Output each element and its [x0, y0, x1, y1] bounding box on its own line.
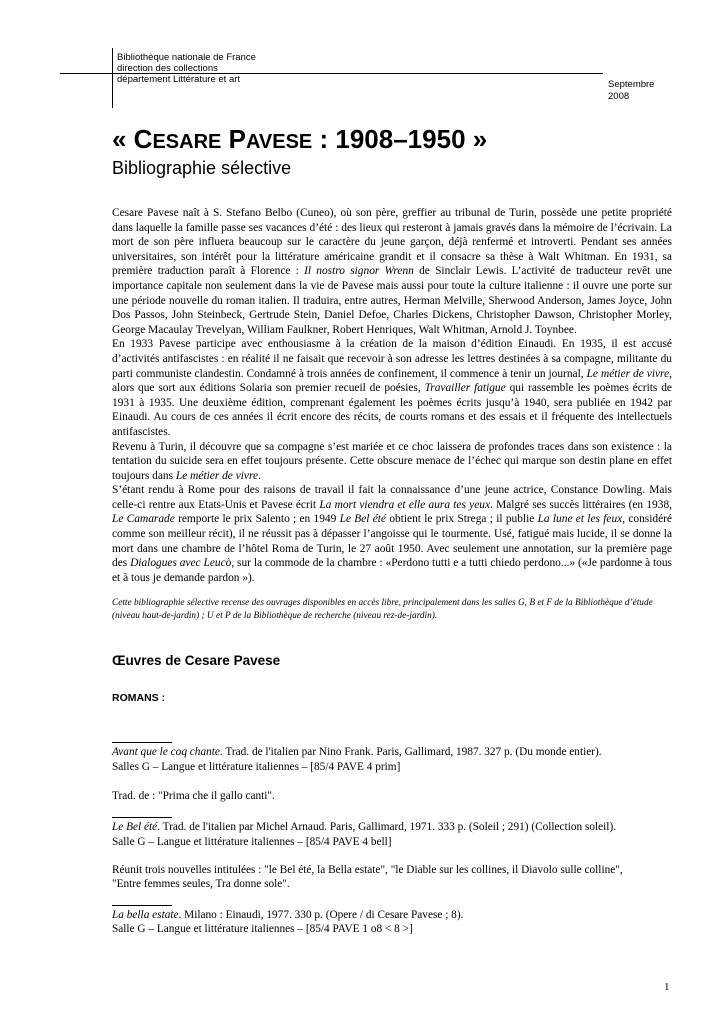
- entry-separator: [112, 905, 172, 906]
- date-year: 2008: [608, 91, 630, 102]
- selection-note: Cette bibliographie sélective recense des ouvrages disponibles en accès libre, principalement dans les salles G, B et F de la Bibliothèque d’étude (niveau haut-de-jardin) ; U et P de la Bibliothèque de recherche (niveau rez-de-jardin).: [112, 598, 653, 621]
- document-subtitle: Bibliographie sélective: [112, 158, 292, 178]
- entry-separator: [112, 817, 172, 818]
- entry-note: Réunit trois nouvelles intitulées : "le Bel été, la Bella estate", "le Diable sur les collines, il Diavolo sulle colline",: [112, 864, 623, 876]
- bio-paragraph: En 1933 Pavese participe avec enthousiasme à la création de la maison d’édition Einaudi. En 1935, il est accusé d’activités antifascistes : en réalité il ne faisait que recevoir à son adresse les lettres destinées à sa compagne, militante du parti communiste clandestin. Condamné à trois années de confinement, il commence à tenir un journal, Le métier de vivre, alors que sort aux éditions Solaria son premier recueil de poésies, Travailler fatigue qui rassemble les poèmes écrits de 1931 à 1935. Une deuxième édition, comprenant également les poèmes écrits jusqu’à 1940, sera publiée en 1942 par Einaudi. Au cours de ces années il écrit encore des récits, de courts romans et des essais et il fréquente des intellectuels antifascistes.: [112, 338, 672, 438]
- entry-note: Trad. de : "Prima che il gallo canti".: [112, 790, 275, 802]
- bio-paragraph: Cesare Pavese naît à S. Stefano Belbo (Cuneo), où son père, greffier au tribunal de Turin, possède une petite propriété dans laquelle la famille passe ses vacances d’été : des lieux qui resteront à jamais gravés dans la mémoire de l’écrivain. La mort de son père influera beaucoup sur le caractère du jeune garçon, déjà renfermé et introverti. Pendant ses années universitaires, son intérêt pour la littérature américaine grandit et il consacre sa thèse à Walt Whitman. En 1931, sa première traduction paraît à Florence : Il nostro signor Wrenn de Sinclair Lewis. L’activité de traducteur revêt une importance capitale non seulement dans la vie de Pavese mais aussi pour toute la culture italienne : il ouvre une porte sur une période nouvelle du roman italien. Il traduira, entre autres, Herman Melville, Sherwood Anderson, James Joyce, John Dos Passos, John Steinbeck, Gertrude Stein, Daniel Defoe, Charles Dickens, Christopher Dawson, Christopher Morley, George Macaulay Trevelyan, William Faulkner, Robert Henriques, Walt Whitman, Arnold J. Toynbee.: [112, 207, 672, 336]
- institution-line: département Littérature et art: [117, 74, 241, 85]
- section-title: Œuvres de Cesare Pavese: [112, 653, 281, 668]
- bio-paragraph: S’étant rendu à Rome pour des raisons de travail il fait la connaissance d’une jeune actrice, Constance Dowling. Mais celle-ci rentre aux Etats-Unis et Pavese écrit La mort viendra et elle aura tes yeux. Malgré ses succès littéraires (en 1938, Le Camarade remporte le prix Salento ; en 1949 Le Bel été obtient le prix Strega ; il publie La lune et les feux, considéré comme son meilleur récit), il ne réussit pas à dépasser l’angoisse qui le tourmente. Usé, fatigué mais lucide, il se donne la mort dans une chambre de l’hôtel Roma de Turin, le 27 août 1950. Avec seulement une annotation, sur la première page des Dialogues avec Leucò, sur la commode de la chambre : «Perdono tutti e a tutti chiedo perdono...» («Je pardonne à tous et à tous je demande pardon »).: [112, 484, 672, 584]
- bibliographic-entry: Le Bel été. Trad. de l'italien par Michel Arnaud. Paris, Gallimard, 1971. 333 p. (Soleil ; 291) (Collection soleil).: [112, 821, 617, 833]
- shelf-location: Salle G – Langue et littérature italiennes – [85/4 PAVE 1 o8 < 8 >]: [112, 923, 413, 935]
- entry-note: "Entre femmes seules, Tra donne sole".: [112, 878, 290, 890]
- bio-paragraph: Revenu à Turin, il découvre que sa compagne s’est mariée et ce choc laissera de profondes traces dans son existence : la tentation du suicide sera en effet toujours présente. Cette obscure menace de l’échec qui marque son destin plane en effet toujours dans Le métier de vivre.: [112, 440, 672, 482]
- entry-separator: [112, 742, 172, 743]
- header-vertical-rule: [112, 48, 113, 108]
- shelf-location: Salles G – Langue et littérature italiennes – [85/4 PAVE 4 prim]: [112, 761, 401, 773]
- publication-date: [608, 79, 668, 103]
- institution-line: Bibliothèque nationale de France: [117, 52, 256, 63]
- shelf-location: Salle G – Langue et littérature italiennes – [85/4 PAVE 4 bell]: [112, 836, 392, 848]
- biography: [112, 206, 672, 585]
- institution-line: direction des collections: [117, 63, 218, 74]
- page-number: 1: [664, 981, 670, 993]
- bibliographic-entry: La bella estate. Milano : Einaudi, 1977. 330 p. (Opere / di Cesare Pavese ; 8).: [112, 909, 464, 921]
- document-title: « CESARE PAVESE : 1908–1950 »: [112, 124, 488, 154]
- bibliographic-entry: Avant que le coq chante. Trad. de l'italien par Nino Frank. Paris, Gallimard, 1987. 327 p. (Du monde entier).: [112, 746, 602, 758]
- subsection-title: ROMANS :: [112, 692, 166, 704]
- date-month: Septembre: [608, 79, 655, 90]
